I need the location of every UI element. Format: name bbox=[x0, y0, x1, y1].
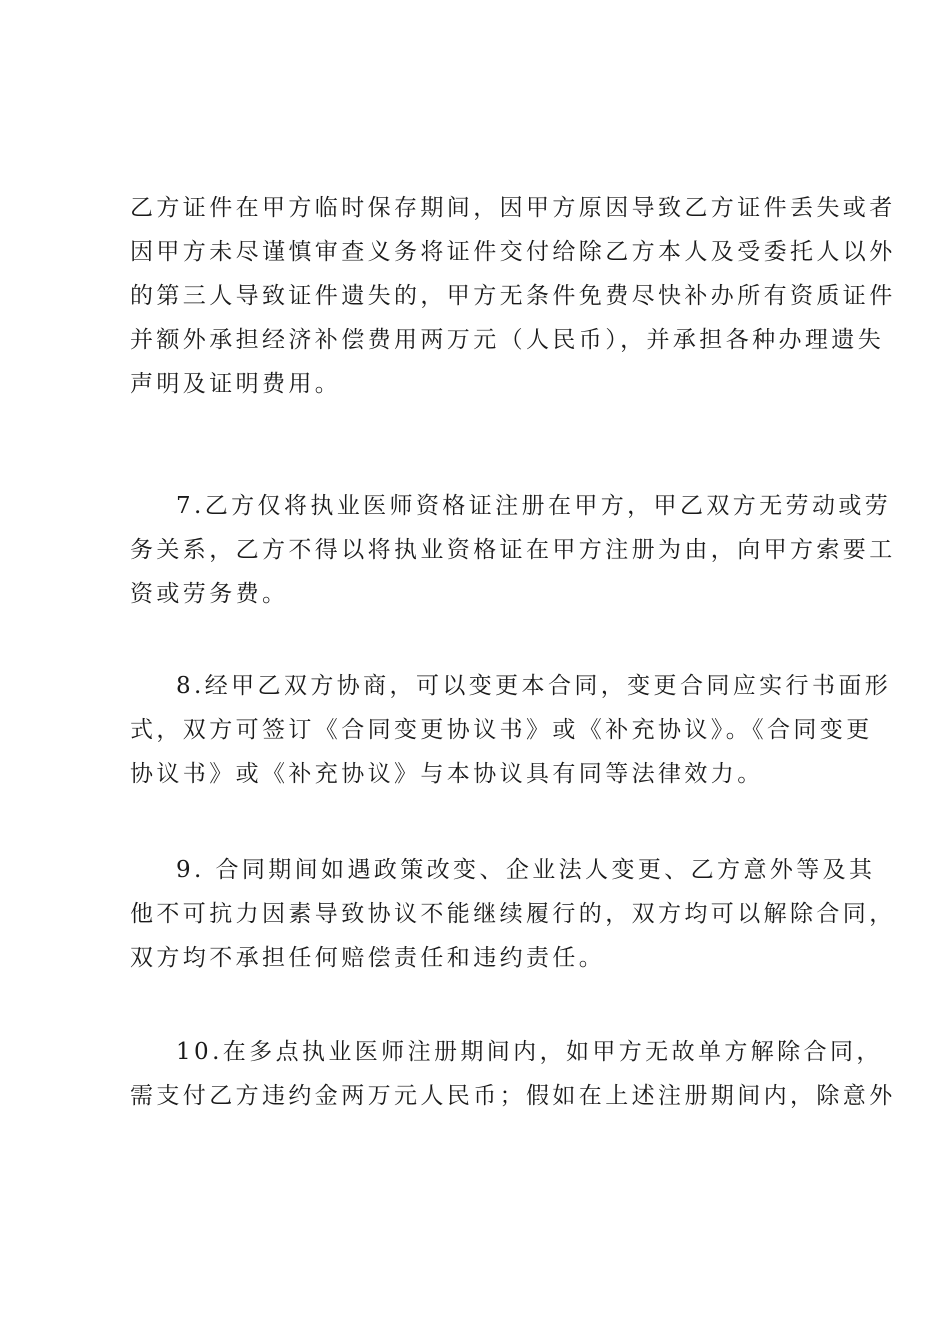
paragraph-clause-8 bbox=[130, 664, 892, 796]
text-line: 10.在多点执业医师注册期间内，如甲方无故单方解除合同， bbox=[176, 1039, 883, 1065]
text-line: 协议书》或《补充协议》与本协议具有同等法律效力。 bbox=[130, 761, 764, 787]
text-line: 因甲方未尽谨慎审查义务将证件交付给除乙方本人及受委托人以外 bbox=[130, 239, 896, 265]
text-line: 7.乙方仅将执业医师资格证注册在甲方，甲乙双方无劳动或劳 bbox=[176, 493, 892, 519]
text-line: 的第三人导致证件遗失的，甲方无条件免费尽快补办所有资质证件 bbox=[130, 283, 896, 309]
paragraph-continuation bbox=[130, 186, 896, 406]
text-line: 8.经甲乙双方协商，可以变更本合同，变更合同应实行书面形 bbox=[176, 673, 892, 699]
text-line: 9. 合同期间如遇政策改变、企业法人变更、乙方意外等及其 bbox=[176, 857, 876, 883]
text-line: 资或劳务费。 bbox=[130, 581, 289, 607]
text-line: 乙方证件在甲方临时保存期间，因甲方原因导致乙方证件丢失或者 bbox=[130, 195, 896, 221]
paragraph-clause-10 bbox=[130, 1030, 896, 1118]
text-line: 务关系，乙方不得以将执业资格证在甲方注册为由，向甲方索要工 bbox=[130, 537, 896, 563]
paragraph-clause-7 bbox=[130, 484, 896, 616]
paragraph-clause-9 bbox=[130, 848, 896, 980]
text-line: 并额外承担经济补偿费用两万元（人民币），并承担各种办理遗失 bbox=[130, 327, 885, 353]
text-line: 式，双方可签订《合同变更协议书》或《补充协议》。《合同变更 bbox=[130, 717, 873, 743]
text-line: 声明及证明费用。 bbox=[130, 371, 342, 397]
text-line: 他不可抗力因素导致协议不能继续履行的，双方均可以解除合同， bbox=[130, 901, 896, 927]
text-line: 双方均不承担任何赔偿责任和违约责任。 bbox=[130, 945, 606, 971]
text-line: 需支付乙方违约金两万元人民币；假如在上述注册期间内，除意外 bbox=[130, 1083, 896, 1109]
